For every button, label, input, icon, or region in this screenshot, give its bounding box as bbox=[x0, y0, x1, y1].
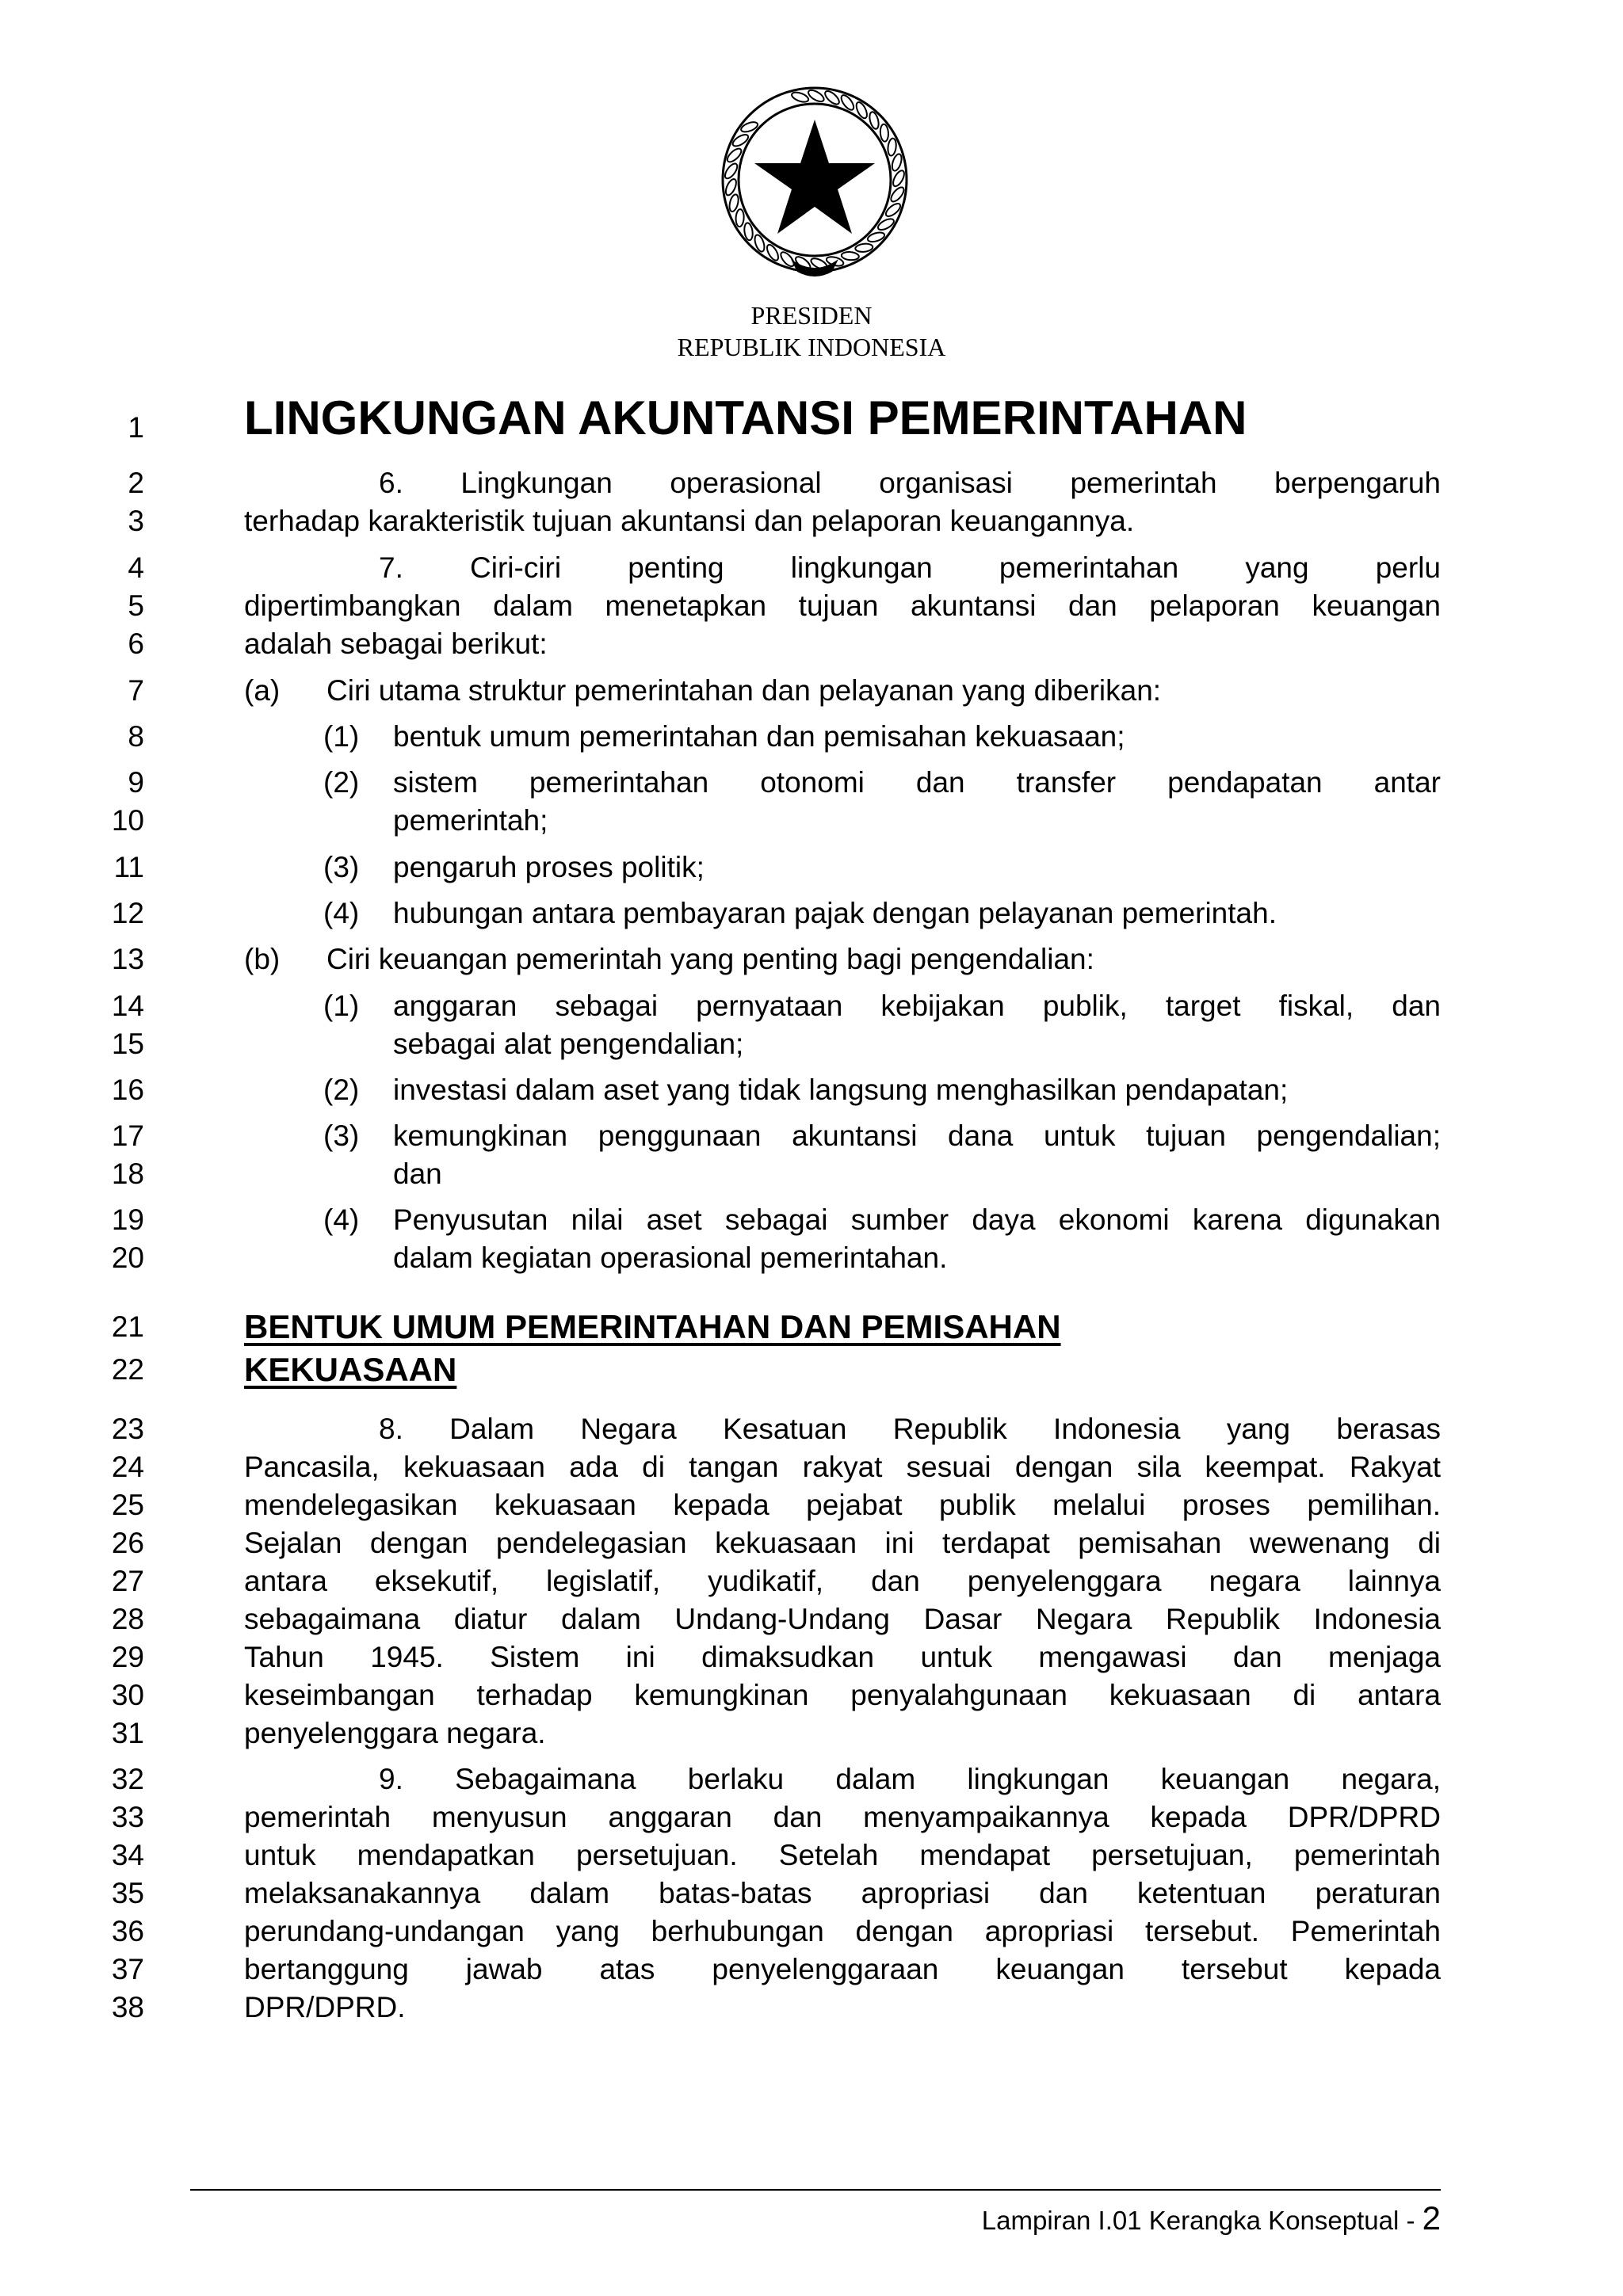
paragraph-7-line-3: adalah sebagai berikut: bbox=[244, 627, 548, 660]
line-number: 26 bbox=[111, 1527, 144, 1559]
line-number: 14 bbox=[111, 990, 144, 1022]
header-republik: REPUBLIK INDONESIA bbox=[677, 333, 946, 361]
paragraph-9-line: 9. Sebagaimana berlaku dalam lingkungan keuangan negara, bbox=[379, 1763, 1441, 1795]
line-number: 10 bbox=[111, 804, 144, 837]
paragraph-6-line-1: 6. Lingkungan operasional organisasi pemerintah berpengaruh bbox=[379, 467, 1441, 499]
wreath-leaf bbox=[723, 162, 739, 181]
list-item-text: pengaruh proses politik; bbox=[393, 851, 705, 883]
list-item-number: (2) bbox=[323, 766, 360, 799]
subsection-heading-line-1: BENTUK UMUM PEMERINTAHAN DAN PEMISAHAN bbox=[244, 1308, 1061, 1345]
paragraph-9-line: melaksanakannya dalam batas-batas apropriasi dan ketentuan peraturan bbox=[244, 1877, 1441, 1909]
line-number: 11 bbox=[113, 851, 144, 883]
line-number: 23 bbox=[111, 1413, 144, 1445]
wreath-leaf bbox=[880, 124, 889, 142]
star-icon bbox=[754, 120, 875, 234]
list-marker-b: (b) bbox=[244, 943, 281, 975]
line-number: 35 bbox=[111, 1877, 144, 1909]
line-number: 28 bbox=[111, 1603, 144, 1635]
paragraph-8-line: Sejalan dengan pendelegasian kekuasaan ini terdapat pemisahan wewenang di bbox=[244, 1527, 1441, 1559]
line-number: 33 bbox=[111, 1801, 144, 1833]
footer bbox=[982, 2201, 1441, 2238]
paragraph-8-line: 8. Dalam Negara Kesatuan Republik Indonesia yang berasas bbox=[379, 1413, 1441, 1445]
wreath-leaf bbox=[891, 169, 906, 188]
list-item-number: (1) bbox=[323, 990, 360, 1022]
paragraph-9-line: untuk mendapatkan persetujuan. Setelah mendapat persetujuan, pemerintah bbox=[244, 1839, 1441, 1871]
page-number: 2 bbox=[1422, 2199, 1441, 2237]
list-item-number: (2) bbox=[323, 1074, 360, 1106]
paragraph-8-line: Pancasila, kekuasaan ada di tangan rakyat sesuai dengan sila keempat. Rakyat bbox=[244, 1451, 1441, 1483]
line-number: 5 bbox=[128, 589, 144, 622]
line-number: 3 bbox=[128, 505, 144, 537]
line-number: 25 bbox=[111, 1489, 144, 1521]
line-number: 9 bbox=[128, 766, 144, 799]
paragraph-9-line: DPR/DPRD. bbox=[244, 1991, 406, 2023]
paragraph-8-line: mendelegasikan kekuasaan kepada pejabat publik melalui proses pemilihan. bbox=[244, 1489, 1441, 1521]
wreath-leaf bbox=[735, 209, 744, 227]
line-number: 15 bbox=[111, 1028, 144, 1060]
wreath-leaf bbox=[841, 251, 859, 261]
wreath-leaf bbox=[855, 243, 873, 253]
line-number: 30 bbox=[111, 1679, 144, 1711]
line-number: 32 bbox=[111, 1763, 144, 1795]
line-number: 12 bbox=[111, 897, 144, 929]
line-number: 29 bbox=[111, 1641, 144, 1673]
list-item-text: sistem pemerintahan otonomi dan transfer pendapatan antar bbox=[393, 766, 1441, 799]
wreath-leaf bbox=[807, 88, 826, 104]
paragraph-8-line: sebagaimana diatur dalam Undang-Undang Dasar Negara Republik Indonesia bbox=[244, 1603, 1441, 1635]
line-number: 38 bbox=[111, 1991, 144, 2023]
list-marker-a: (a) bbox=[244, 674, 281, 707]
line-number: 4 bbox=[128, 551, 144, 584]
list-item-text: investasi dalam aset yang tidak langsung menghasilkan pendapatan; bbox=[393, 1074, 1289, 1106]
line-number: 20 bbox=[111, 1241, 144, 1274]
header-presiden: PRESIDEN bbox=[750, 301, 873, 330]
line-number: 16 bbox=[111, 1074, 144, 1106]
line-number: 18 bbox=[111, 1158, 144, 1190]
list-item-text: dalam kegiatan operasional pemerintahan. bbox=[393, 1241, 948, 1274]
footer-divider bbox=[190, 2189, 1441, 2191]
paragraph-8-line: antara eksekutif, legislatif, yudikatif, dan penyelenggara negara lainnya bbox=[244, 1565, 1441, 1597]
paragraph-9-line: bertanggung jawab atas penyelenggaraan keuangan tersebut kepada bbox=[244, 1953, 1441, 1985]
list-item-number: (1) bbox=[323, 720, 360, 753]
line-number: 31 bbox=[111, 1717, 144, 1749]
list-b-text: Ciri keuangan pemerintah yang penting bagi pengendalian: bbox=[327, 943, 1094, 975]
subsection-heading-line-2: KEKUASAAN bbox=[244, 1351, 457, 1388]
paragraph-9-line: perundang-undangan yang berhubungan dengan apropriasi tersebut. Pemerintah bbox=[244, 1915, 1441, 1947]
section-heading: LINGKUNGAN AKUNTANSI PEMERINTAHAN bbox=[244, 391, 1247, 444]
list-item-text: Penyusutan nilai aset sebagai sumber daya ekonomi karena digunakan bbox=[393, 1203, 1441, 1236]
list-item-number: (3) bbox=[323, 851, 360, 883]
paragraph-7-line-1: 7. Ciri-ciri penting lingkungan pemerintahan yang perlu bbox=[379, 551, 1441, 584]
list-item-number: (4) bbox=[323, 897, 360, 929]
list-item-number: (4) bbox=[323, 1203, 360, 1236]
line-number: 27 bbox=[111, 1565, 144, 1597]
line-number: 24 bbox=[111, 1451, 144, 1483]
line-number: 36 bbox=[111, 1915, 144, 1947]
list-item-text: kemungkinan penggunaan akuntansi dana untuk tujuan pengendalian; bbox=[393, 1119, 1441, 1152]
list-item-text: anggaran sebagai pernyataan kebijakan publik, target fiskal, dan bbox=[393, 990, 1441, 1022]
paragraph-9-line: pemerintah menyusun anggaran dan menyampaikannya kepada DPR/DPRD bbox=[244, 1801, 1441, 1833]
list-item-text: sebagai alat pengendalian; bbox=[393, 1028, 744, 1060]
line-number: 17 bbox=[111, 1119, 144, 1152]
line-number: 13 bbox=[111, 943, 144, 975]
line-number: 34 bbox=[111, 1839, 144, 1871]
line-number: 37 bbox=[111, 1953, 144, 1985]
line-number: 2 bbox=[128, 467, 144, 499]
list-item-number: (3) bbox=[323, 1119, 360, 1152]
list-item-text: pemerintah; bbox=[393, 804, 548, 837]
paragraph-7-line-2: dipertimbangkan dalam menetapkan tujuan akuntansi dan pelaporan keuangan bbox=[244, 589, 1441, 622]
list-a-text: Ciri utama struktur pemerintahan dan pelayanan yang diberikan: bbox=[327, 674, 1162, 707]
wreath-leaf bbox=[887, 138, 897, 156]
paragraph-8-line: keseimbangan terhadap kemungkinan penyalahgunaan kekuasaan di antara bbox=[244, 1679, 1441, 1711]
line-number: 21 bbox=[111, 1310, 144, 1343]
line-number: 8 bbox=[128, 720, 144, 753]
line-number: 7 bbox=[128, 674, 144, 707]
list-item-text: bentuk umum pemerintahan dan pemisahan kekuasaan; bbox=[393, 720, 1125, 753]
list-item-text: dan bbox=[393, 1158, 442, 1190]
line-number: 22 bbox=[111, 1353, 144, 1386]
paragraph-6-line-2: terhadap karakteristik tujuan akuntansi dan pelaporan keuangannya. bbox=[244, 505, 1135, 537]
list-item-text: hubungan antara pembayaran pajak dengan pelayanan pemerintah. bbox=[393, 897, 1277, 929]
line-number: 19 bbox=[111, 1203, 144, 1236]
wreath-leaf bbox=[791, 90, 810, 104]
paragraph-8-line: Tahun 1945. Sistem ini dimaksudkan untuk mengawasi dan menjaga bbox=[244, 1641, 1441, 1673]
footer-text: Lampiran I.01 Kerangka Konseptual - bbox=[981, 2206, 1423, 2235]
paragraph-8-line: penyelenggara negara. bbox=[244, 1717, 546, 1749]
line-number: 6 bbox=[128, 627, 144, 660]
presidential-emblem bbox=[713, 83, 916, 286]
line-number: 1 bbox=[128, 411, 144, 444]
